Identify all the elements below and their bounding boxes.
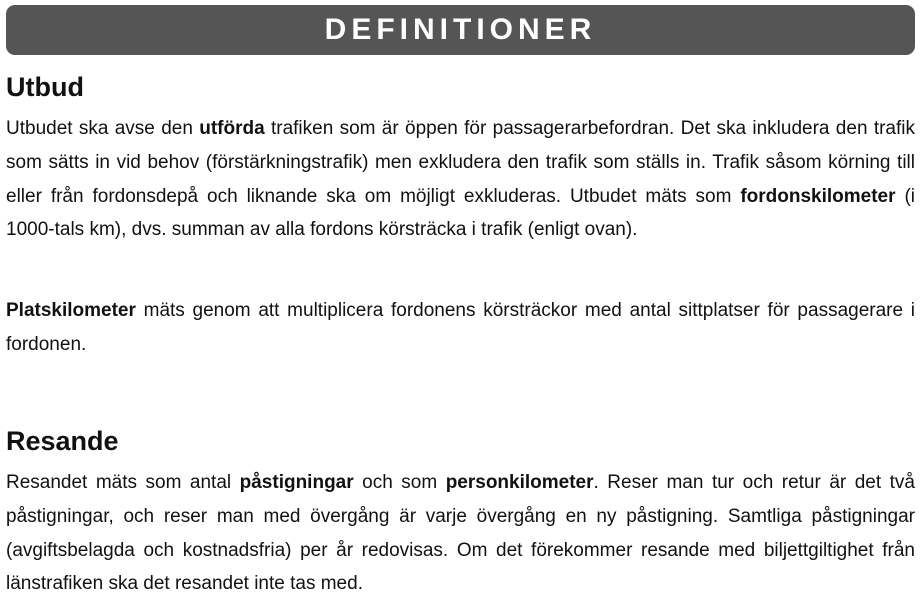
text-run: trafiken som är öppen för passagerarbefordran. Det ska inkludera den trafik som sätts in vid behov (förstärkningstrafik) men exkludera den trafik som ställs in. Trafik såsom körning till eller från fordonsdepå och liknande ska om möjligt exkluderas. Utbudet mäts som — [6, 118, 915, 207]
paragraph-resande-definition — [6, 466, 915, 601]
heading-resande: Resande — [6, 426, 119, 456]
paragraph-utbud-definition — [6, 112, 915, 247]
text-run: (i 1000-tals km), dvs. summan av alla fordons körsträcka i trafik (enligt ovan). — [6, 185, 915, 241]
bold-term-platskilometer: Platskilometer — [6, 300, 136, 321]
bold-term-personkilometer: personkilometer — [445, 472, 594, 493]
text-run: och som — [353, 472, 446, 493]
text-run: . Reser man tur och retur är det två påstigningar, och reser man med övergång är varje övergång en ny påstigning. Samtliga påstigningar (avgiftsbelagda och kostnadsfria) per år redovisas. Om det förekommer resande med biljettgiltighet från länstrafiken ska det resandet inte tas med. — [6, 472, 915, 595]
banner-title: DEFINITIONER — [324, 13, 597, 46]
section-banner — [6, 5, 915, 55]
text-run: Utbudet ska avse den — [6, 118, 200, 139]
paragraph-platskilometer — [6, 294, 915, 362]
bold-term-pastigningar: påstigningar — [239, 472, 354, 493]
bold-term-fordonskilometer: fordonskilometer — [740, 185, 896, 207]
text-run: mäts genom att multiplicera fordonens körsträckor med antal sittplatser för passagerare i fordonen. — [6, 300, 915, 355]
bold-term-utforda: utförda — [199, 118, 265, 139]
text-run: Resandet mäts som antal — [6, 472, 240, 493]
heading-utbud: Utbud — [6, 72, 84, 102]
